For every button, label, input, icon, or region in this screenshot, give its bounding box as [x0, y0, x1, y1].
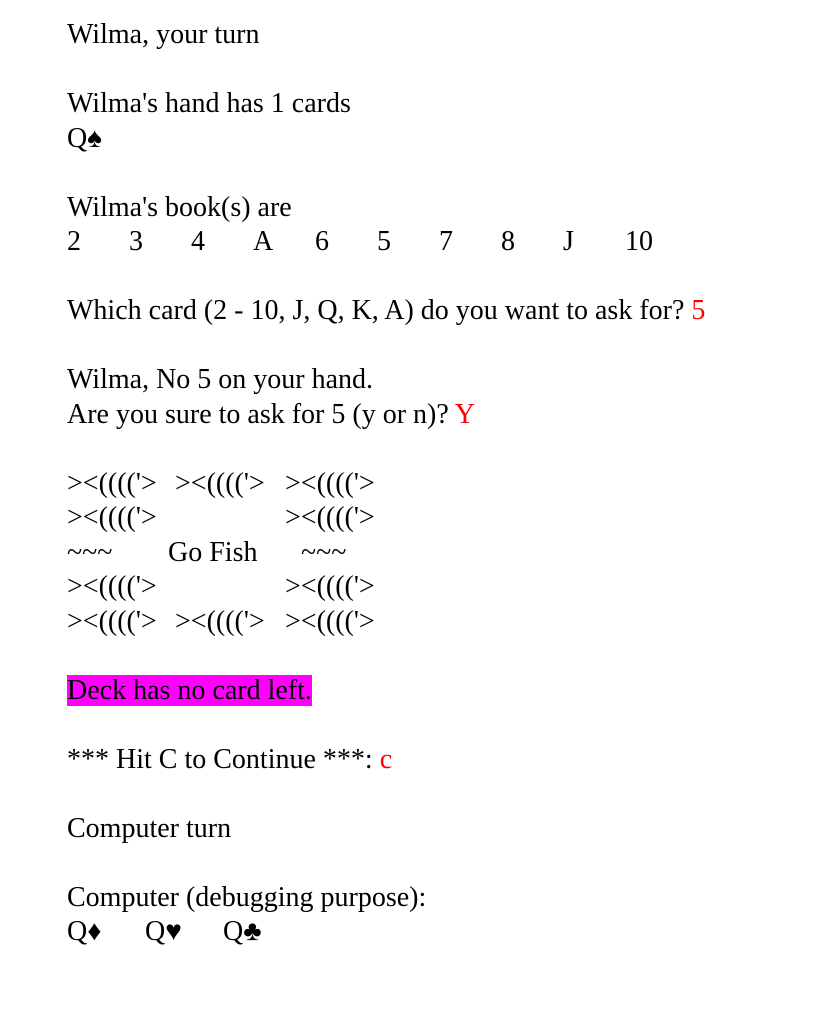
wave-art: ~~~: [301, 536, 347, 568]
computer-card: Q♥: [145, 916, 182, 947]
confirm-message: Wilma, No 5 on your hand.: [67, 364, 374, 395]
hand-title: Wilma's hand has 1 cards: [67, 88, 351, 119]
confirm-line: [67, 398, 705, 433]
fish-art: ><(((('>: [67, 502, 157, 533]
book-card: 3: [129, 226, 143, 257]
books-list: [67, 225, 705, 260]
ask-input[interactable]: 5: [691, 295, 706, 326]
book-card: 4: [191, 226, 205, 257]
computer-card: Q♦: [67, 916, 102, 947]
wave-art: ~~~: [67, 536, 113, 568]
fish-art: ><(((('>: [285, 502, 375, 533]
fish-art: ><(((('>: [67, 467, 157, 499]
confirm-input[interactable]: Y: [454, 398, 475, 430]
computer-cards: [67, 915, 705, 950]
book-card: 2: [67, 226, 81, 257]
ask-line: [67, 294, 705, 329]
book-card: 8: [501, 226, 515, 257]
hand-card: Q♠: [67, 122, 103, 154]
book-card: 6: [315, 226, 329, 257]
computer-turn: Computer turn: [67, 812, 232, 844]
turn-prompt: Wilma, your turn: [67, 19, 260, 50]
fish-art: ><(((('>: [285, 605, 375, 637]
continue-input[interactable]: c: [379, 743, 393, 775]
deck-status: Deck has no card left.: [67, 674, 312, 706]
fish-art: ><(((('>: [285, 467, 375, 499]
book-card: 10: [625, 226, 653, 257]
banner-row-2: [67, 501, 705, 536]
computer-card: Q♣: [223, 916, 262, 947]
books-title: Wilma's book(s) are: [67, 191, 292, 223]
banner-title-row: [67, 536, 705, 571]
fish-art: ><(((('>: [175, 467, 265, 499]
computer-debug-title: Computer (debugging purpose):: [67, 881, 427, 913]
book-card: 7: [439, 226, 453, 257]
fish-art: ><(((('>: [175, 605, 265, 637]
confirm-prompt: Are you sure to ask for 5 (y or n)?: [67, 398, 455, 430]
fish-art: ><(((('>: [285, 571, 375, 602]
banner-row-4: [67, 570, 705, 605]
book-card: 5: [377, 226, 391, 257]
continue-line: [67, 743, 705, 778]
ask-prompt: Which card (2 - 10, J, Q, K, A) do you want to ask for?: [67, 295, 692, 326]
book-card: J: [563, 226, 574, 257]
fish-art: ><(((('>: [67, 605, 157, 637]
fish-art: ><(((('>: [67, 571, 157, 602]
console-output: [67, 18, 705, 950]
banner-title: Go Fish: [168, 536, 258, 568]
book-card: A: [253, 226, 274, 257]
banner-row-5: [67, 605, 705, 640]
banner-row-1: [67, 467, 705, 502]
continue-prompt: *** Hit C to Continue ***:: [67, 743, 380, 775]
